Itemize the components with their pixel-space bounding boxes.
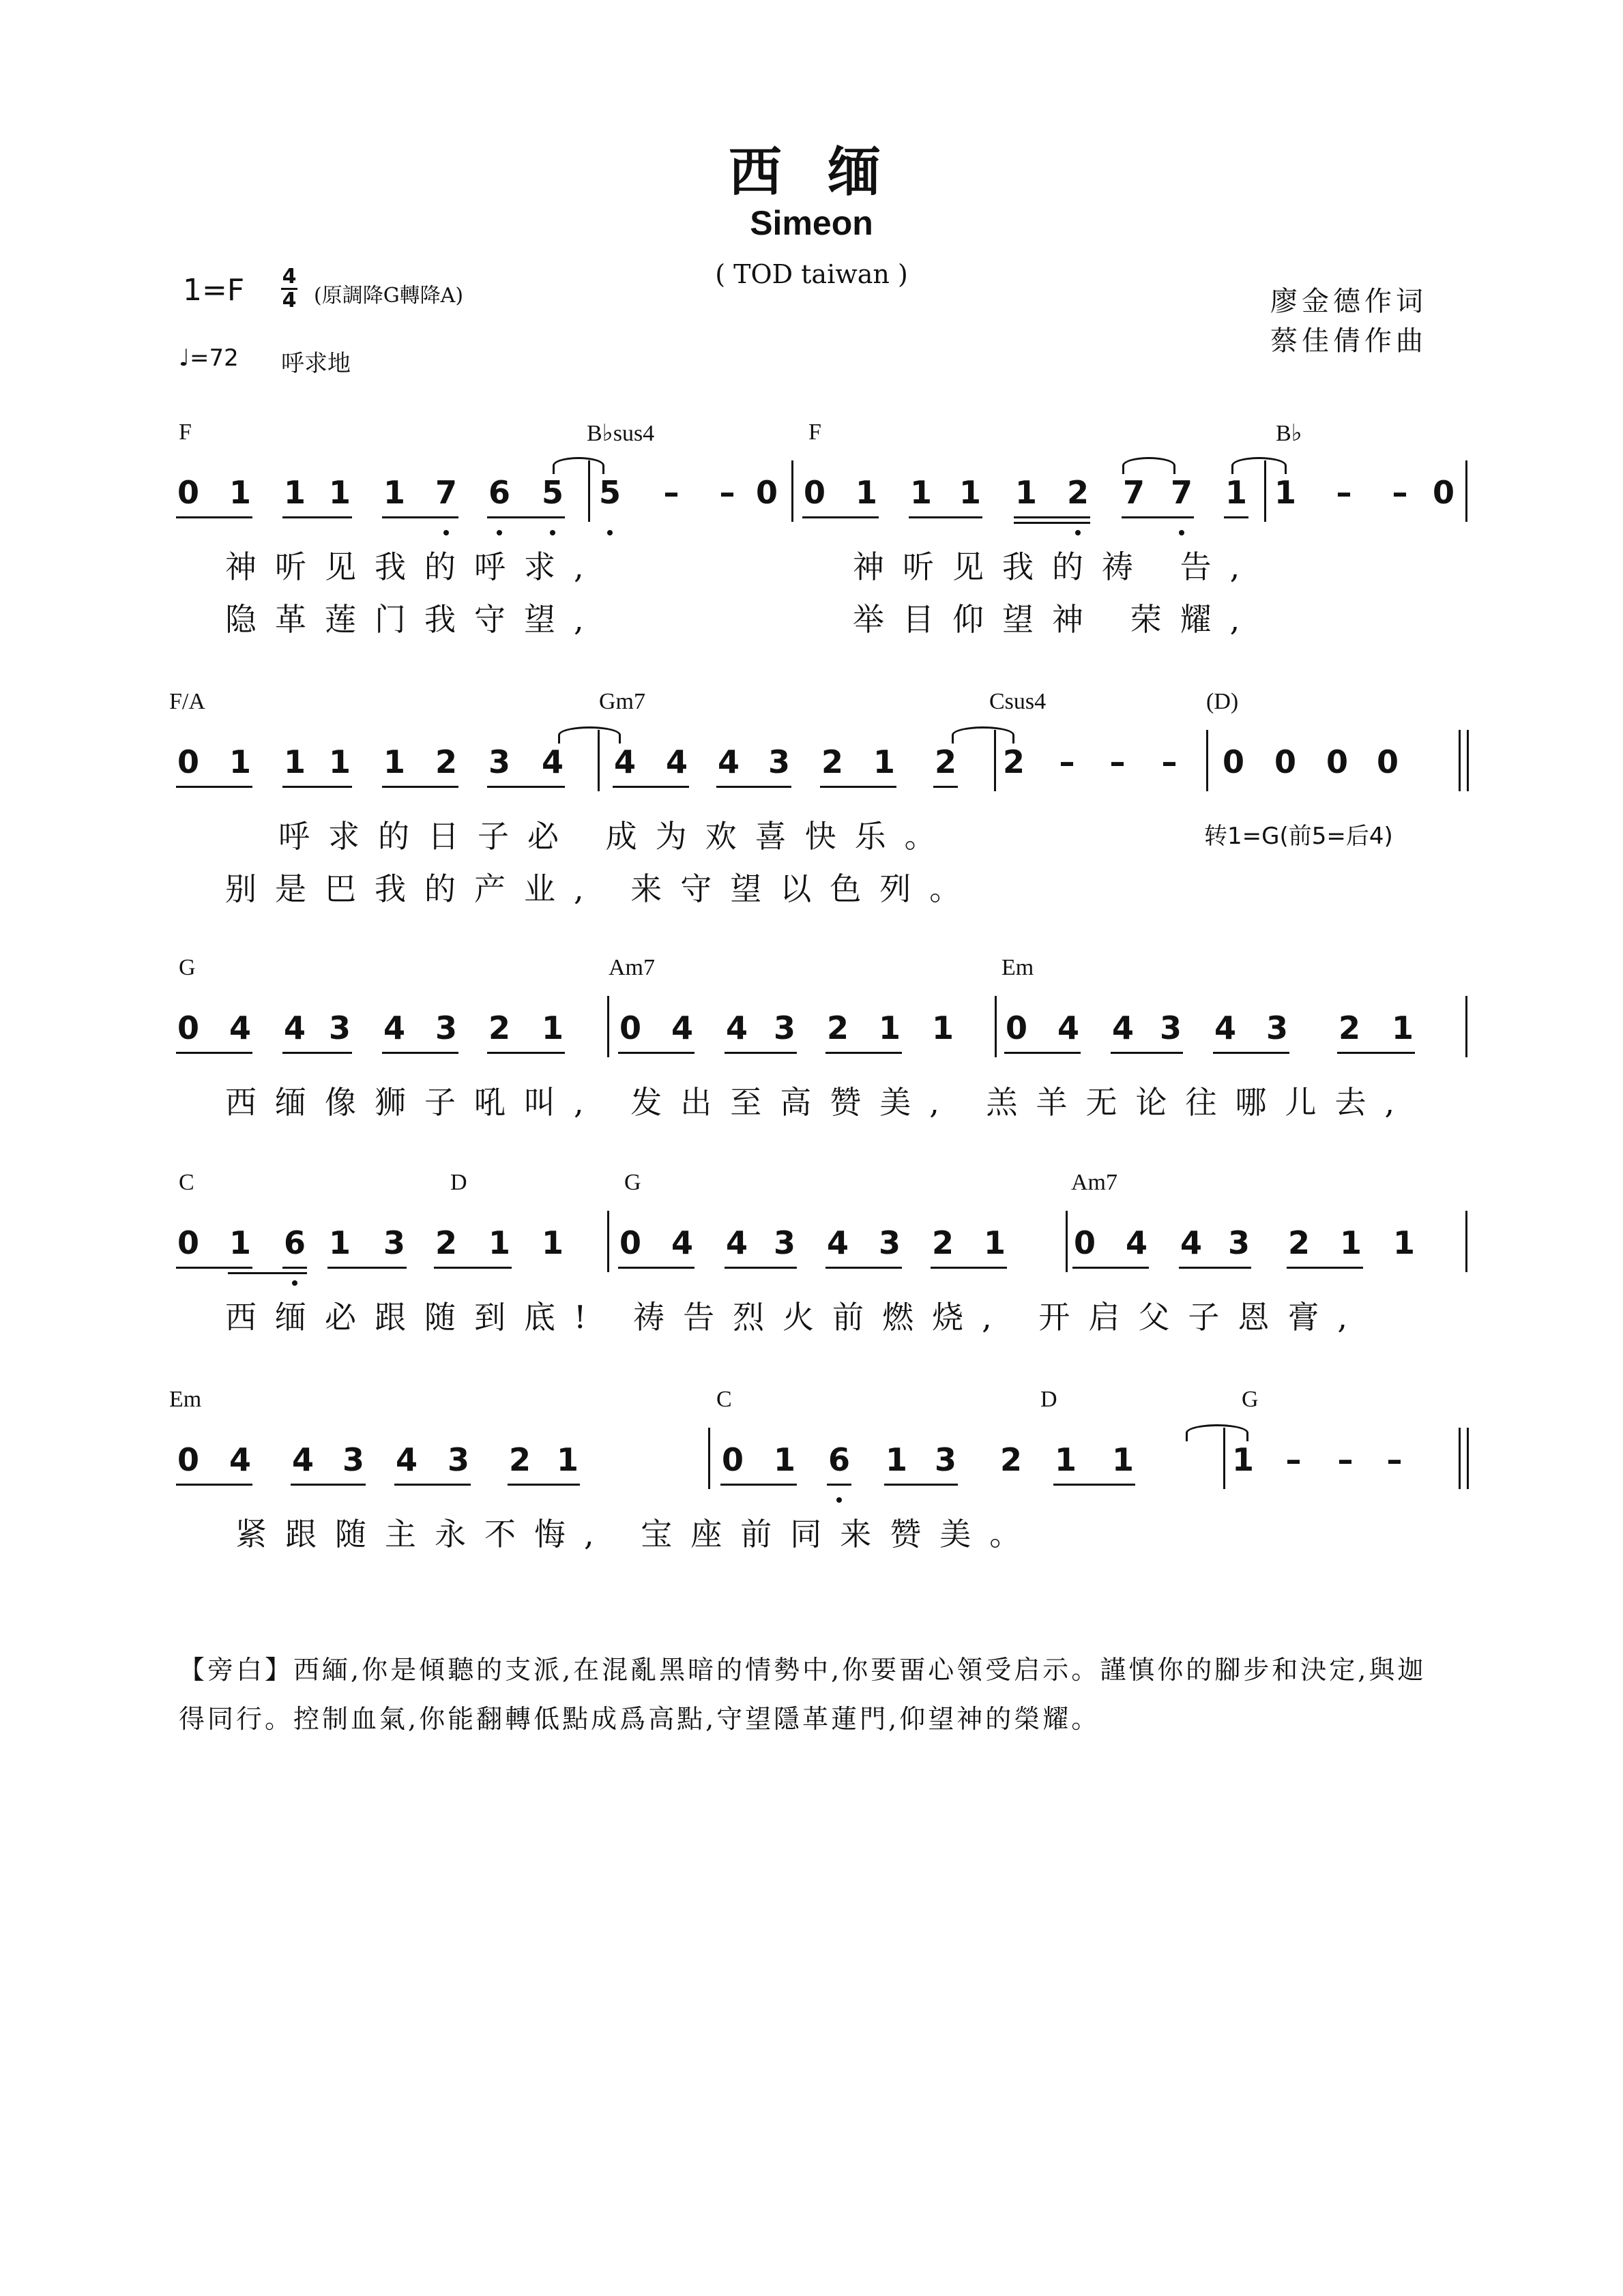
beam-underline <box>1004 1052 1081 1054</box>
song-title-english: Simeon <box>750 204 873 242</box>
chord-symbol: (D) <box>1206 689 1239 714</box>
note-digit: 4 <box>1214 1010 1236 1046</box>
lyric-line: 举目仰望神 荣耀, <box>853 601 1259 638</box>
low-octave-dot <box>443 530 449 535</box>
note-digit: 1 <box>383 744 405 780</box>
lyric-line: 呼求的日子必 成为欢喜快乐。 <box>278 818 954 855</box>
barline <box>791 460 793 522</box>
beam-underline <box>716 786 791 788</box>
low-octave-dot <box>1075 530 1081 535</box>
note-digit: 4 <box>541 744 564 780</box>
beam-underline <box>434 1267 512 1269</box>
chord-symbol: Em <box>1001 955 1034 980</box>
note-digit: 4 <box>229 1010 251 1046</box>
note-digit: 1 <box>229 744 251 780</box>
beam-underline <box>176 1484 252 1486</box>
dash-extension: – <box>1285 1441 1302 1478</box>
chord-symbol: C <box>716 1387 732 1412</box>
low-octave-dot <box>836 1497 842 1503</box>
note-digit: 1 <box>931 1010 954 1046</box>
note-digit: 0 <box>1326 744 1348 780</box>
note-digit: 1 <box>983 1224 1006 1261</box>
beam-underline <box>825 1052 902 1054</box>
barline <box>1467 730 1469 791</box>
note-digit: 1 <box>1231 1441 1254 1478</box>
note-digit: 3 <box>1227 1224 1250 1261</box>
note-digit: 0 <box>177 1224 199 1261</box>
dash-extension: – <box>1109 744 1126 780</box>
tie-mark <box>1186 1424 1248 1441</box>
beam-underline <box>382 516 458 518</box>
note-digit: 4 <box>671 1010 693 1046</box>
note-digit: 2 <box>508 1441 531 1478</box>
chord-symbol: G <box>179 955 196 980</box>
beam-underline <box>613 786 689 788</box>
beam-underline <box>508 1484 580 1486</box>
note-digit: 4 <box>283 1010 306 1046</box>
note-digit: 5 <box>598 474 621 511</box>
key-signature: 1=F <box>183 273 245 308</box>
note-digit: 4 <box>725 1010 748 1046</box>
note-digit: 1 <box>556 1441 579 1478</box>
beam-underline <box>282 1267 307 1269</box>
beam-underline <box>1213 1052 1289 1054</box>
note-digit: 5 <box>541 474 564 511</box>
note-digit: 3 <box>447 1441 469 1478</box>
beam-underline <box>931 1267 1007 1269</box>
note-digit: 0 <box>177 1441 199 1478</box>
note-digit: 4 <box>717 744 740 780</box>
tie-mark <box>1231 457 1287 474</box>
beam-underline <box>820 786 896 788</box>
chord-symbol: B♭sus4 <box>587 421 655 446</box>
beam-underline <box>382 786 458 788</box>
barline <box>607 1211 609 1272</box>
note-digit: 1 <box>383 474 405 511</box>
note-digit: 4 <box>229 1441 251 1478</box>
barline <box>1465 996 1467 1057</box>
note-digit: 1 <box>885 1441 907 1478</box>
barline <box>1066 1211 1068 1272</box>
note-digit: 4 <box>826 1224 849 1261</box>
expression-mark: 呼求地 <box>281 350 351 377</box>
dash-extension: – <box>1336 474 1352 511</box>
beam-underline <box>487 1052 565 1054</box>
beam-underline <box>884 1484 958 1486</box>
note-digit: 0 <box>1222 744 1244 780</box>
beam-underline <box>282 786 352 788</box>
note-digit: 0 <box>1432 474 1454 511</box>
beam-underline <box>1072 1267 1149 1269</box>
beam-underline <box>176 1267 252 1269</box>
note-digit: 0 <box>177 1010 199 1046</box>
beam-underline <box>725 1267 797 1269</box>
chord-symbol: Em <box>169 1387 202 1412</box>
beam-underline <box>282 1052 352 1054</box>
chord-symbol: B♭ <box>1276 421 1302 446</box>
note-digit: 4 <box>671 1224 693 1261</box>
barline <box>1459 730 1461 791</box>
lyric-line: 神听见我的呼求, <box>225 548 602 585</box>
note-digit: 1 <box>873 744 895 780</box>
chord-symbol: C <box>179 1170 194 1195</box>
lyric-line: 神听见我的祷 告, <box>853 548 1259 585</box>
note-digit: 2 <box>1338 1010 1360 1046</box>
note-digit: 1 <box>328 1224 351 1261</box>
note-digit: 0 <box>1274 744 1296 780</box>
chord-symbol: G <box>624 1170 641 1195</box>
beam-underline <box>1014 516 1090 518</box>
note-digit: 1 <box>541 1224 564 1261</box>
note-digit: 3 <box>767 744 790 780</box>
note-digit: 1 <box>1391 1010 1414 1046</box>
beam-underline <box>282 516 352 518</box>
beam-underline <box>1053 1484 1135 1486</box>
beam-underline <box>933 786 958 788</box>
note-digit: 4 <box>1057 1010 1079 1046</box>
note-digit: 1 <box>541 1010 564 1046</box>
note-digit: 0 <box>1073 1224 1096 1261</box>
note-digit: 1 <box>1014 474 1037 511</box>
dash-extension: – <box>1059 744 1075 780</box>
beam-underline <box>382 1052 458 1054</box>
note-digit: 1 <box>229 474 251 511</box>
note-digit: 1 <box>1339 1224 1362 1261</box>
lyricist-credit: 廖金德作词 <box>1270 286 1427 317</box>
modulation-note: 转1=G(前5=后4) <box>1204 823 1393 850</box>
note-digit: 4 <box>725 1224 748 1261</box>
note-digit: 3 <box>878 1224 901 1261</box>
chord-symbol: D <box>1040 1387 1057 1412</box>
note-digit: 4 <box>383 1010 405 1046</box>
note-digit: 3 <box>1159 1010 1182 1046</box>
dash-extension: – <box>1386 1441 1403 1478</box>
beam-underline <box>1122 516 1194 518</box>
beam-underline <box>487 786 565 788</box>
beam-underline-double <box>1014 522 1090 524</box>
low-octave-dot <box>497 530 502 535</box>
low-octave-dot <box>1179 530 1184 535</box>
beam-underline <box>327 1267 407 1269</box>
song-title-chinese: 西 缅 <box>728 141 895 203</box>
note-digit: 2 <box>931 1224 954 1261</box>
note-digit: 2 <box>488 1010 510 1046</box>
note-digit: 0 <box>177 744 199 780</box>
chord-symbol: D <box>450 1170 467 1195</box>
note-digit: 1 <box>909 474 932 511</box>
barline <box>1459 1428 1461 1489</box>
note-digit: 1 <box>1274 474 1296 511</box>
original-key-note: (原調降G轉降A) <box>314 284 464 308</box>
beam-underline <box>618 1052 694 1054</box>
barline <box>1467 1428 1469 1489</box>
note-digit: 1 <box>1054 1441 1077 1478</box>
note-digit: 3 <box>1266 1010 1288 1046</box>
beam-underline <box>720 1484 797 1486</box>
note-digit: 7 <box>1170 474 1193 511</box>
barline <box>607 996 609 1057</box>
note-digit: 4 <box>1180 1224 1202 1261</box>
note-digit: 1 <box>1111 1441 1134 1478</box>
chord-symbol: Csus4 <box>989 689 1047 714</box>
beam-underline <box>487 516 565 518</box>
note-digit: 0 <box>721 1441 744 1478</box>
beam-underline <box>291 1484 366 1486</box>
beam-underline <box>394 1484 471 1486</box>
note-digit: 6 <box>488 474 510 511</box>
note-digit: 1 <box>1225 474 1247 511</box>
lyric-line: 紧跟随主永不悔, 宝座前同来赞美。 <box>235 1516 1040 1552</box>
note-digit: 3 <box>773 1010 795 1046</box>
dash-extension: – <box>1392 474 1408 511</box>
note-digit: 6 <box>283 1224 306 1261</box>
note-digit: 3 <box>383 1224 405 1261</box>
note-digit: 1 <box>1392 1224 1415 1261</box>
barline <box>1206 730 1208 791</box>
low-octave-dot <box>607 530 613 535</box>
dash-extension: – <box>1161 744 1178 780</box>
dash-extension: – <box>719 474 735 511</box>
note-digit: 1 <box>283 744 306 780</box>
beam-underline <box>176 1052 252 1054</box>
note-digit: 2 <box>999 1441 1022 1478</box>
note-digit: 1 <box>855 474 877 511</box>
note-digit: 0 <box>803 474 825 511</box>
beam-underline <box>827 1484 851 1486</box>
beam-underline <box>1287 1267 1363 1269</box>
lyric-line: 西缅必跟随到底! 祷告烈火前燃烧, 开启父子恩膏, <box>225 1299 1366 1336</box>
note-digit: 2 <box>934 744 956 780</box>
chord-symbol: Am7 <box>1071 1170 1117 1195</box>
dash-extension: – <box>1337 1441 1354 1478</box>
beam-underline <box>176 786 252 788</box>
beam-underline <box>176 516 252 518</box>
tie-mark <box>1122 457 1175 474</box>
chord-symbol: G <box>1242 1387 1259 1412</box>
note-digit: 3 <box>488 744 510 780</box>
lyric-line: 别是巴我的产业, 来守望以色列。 <box>225 870 980 907</box>
meter-bottom: 4 <box>282 289 297 312</box>
time-signature <box>281 266 297 312</box>
tie-mark <box>558 726 621 744</box>
note-digit: 1 <box>773 1441 795 1478</box>
beam-underline-double <box>228 1272 307 1274</box>
note-digit: 4 <box>291 1441 314 1478</box>
note-digit: 7 <box>1122 474 1145 511</box>
tempo-mark: ♩=72 <box>179 344 239 372</box>
note-digit: 2 <box>435 744 457 780</box>
note-digit: 2 <box>1287 1224 1310 1261</box>
note-digit: 6 <box>828 1441 850 1478</box>
note-digit: 1 <box>959 474 981 511</box>
note-digit: 3 <box>342 1441 364 1478</box>
beam-underline <box>1224 516 1248 518</box>
subtitle: ( TOD taiwan ) <box>715 259 908 289</box>
beam-underline <box>618 1267 694 1269</box>
note-digit: 4 <box>665 744 688 780</box>
beam-underline <box>1179 1267 1251 1269</box>
note-digit: 4 <box>1125 1224 1147 1261</box>
chord-symbol: F <box>808 420 821 445</box>
note-digit: 0 <box>755 474 778 511</box>
note-digit: 1 <box>328 744 351 780</box>
note-digit: 1 <box>229 1224 251 1261</box>
note-digit: 0 <box>177 474 199 511</box>
narration-text: 【旁白】西緬,你是傾聽的支派,在混亂黑暗的情勢中,你要畱心領受启示。謹慎你的腳步和決定,與迦得同行。控制血氣,你能翻轉低點成爲高點,守望隱革蓮門,仰望神的榮耀。 <box>179 1655 1427 1734</box>
note-digit: 0 <box>619 1224 641 1261</box>
low-octave-dot <box>550 530 555 535</box>
note-digit: 0 <box>1005 1010 1027 1046</box>
barline <box>995 996 997 1057</box>
note-digit: 2 <box>1066 474 1089 511</box>
note-digit: 1 <box>328 474 351 511</box>
beam-underline <box>1111 1052 1183 1054</box>
lyric-line: 西缅像狮子吼叫, 发出至高赞美, 羔羊无论往哪儿去, <box>225 1084 1414 1121</box>
dash-extension: – <box>663 474 679 511</box>
beam-underline <box>725 1052 797 1054</box>
note-digit: 2 <box>1002 744 1025 780</box>
low-octave-dot <box>292 1280 297 1286</box>
beam-underline <box>1337 1052 1415 1054</box>
note-digit: 2 <box>821 744 843 780</box>
note-digit: 1 <box>488 1224 510 1261</box>
note-digit: 3 <box>435 1010 457 1046</box>
note-digit: 3 <box>934 1441 956 1478</box>
note-digit: 1 <box>283 474 306 511</box>
meter-top: 4 <box>282 265 297 289</box>
note-digit: 4 <box>613 744 636 780</box>
note-digit: 2 <box>826 1010 849 1046</box>
note-digit: 4 <box>395 1441 418 1478</box>
barline <box>1465 1211 1467 1272</box>
beam-underline <box>825 1267 902 1269</box>
chord-symbol: F/A <box>169 689 205 714</box>
composer-credit: 蔡佳倩作曲 <box>1270 325 1427 357</box>
beam-underline <box>802 516 879 518</box>
chord-symbol: Gm7 <box>599 689 645 714</box>
note-digit: 1 <box>878 1010 901 1046</box>
beam-underline <box>909 516 982 518</box>
note-digit: 3 <box>773 1224 795 1261</box>
note-digit: 0 <box>619 1010 641 1046</box>
chord-symbol: Am7 <box>609 955 655 980</box>
tie-mark <box>553 457 604 474</box>
lyric-line: 隐革莲门我守望, <box>225 601 602 638</box>
note-digit: 4 <box>1111 1010 1134 1046</box>
barline <box>708 1428 710 1489</box>
note-digit: 2 <box>435 1224 457 1261</box>
chord-symbol: F <box>179 420 192 445</box>
barline <box>1465 460 1467 522</box>
note-digit: 7 <box>435 474 457 511</box>
note-digit: 3 <box>328 1010 351 1046</box>
tie-mark <box>952 726 1014 744</box>
note-digit: 0 <box>1376 744 1399 780</box>
